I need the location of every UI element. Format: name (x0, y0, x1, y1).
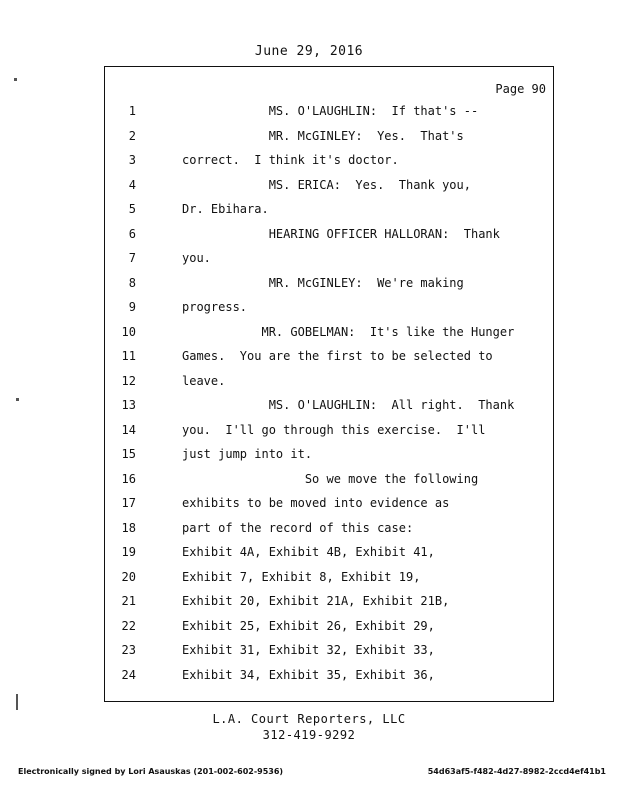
transcript-line (104, 126, 554, 146)
scan-speck (16, 398, 19, 401)
line-number: 19 (121, 545, 136, 559)
line-text: So we move the following (182, 471, 479, 486)
line-text: part of the record of this case: (182, 520, 414, 535)
line-number: 21 (121, 594, 136, 608)
transcript-line (104, 640, 554, 660)
transcript-line (104, 518, 554, 538)
court-reporter-name: L.A. Court Reporters, LLC (212, 712, 406, 726)
line-text: exhibits to be moved into evidence as (182, 496, 450, 510)
transcript-line (104, 224, 554, 244)
transcript-line (104, 371, 554, 391)
line-text: MS. O'LAUGHLIN: If that's -- (182, 104, 479, 118)
line-number: 15 (121, 447, 136, 461)
transcript-line (104, 469, 554, 489)
transcript-line (104, 591, 554, 611)
line-text: HEARING OFFICER HALLORAN: Thank (182, 226, 500, 241)
line-text: Exhibit 31, Exhibit 32, Exhibit 33, (182, 643, 435, 657)
transcript-line (104, 199, 554, 219)
line-text: Exhibit 25, Exhibit 26, Exhibit 29, (182, 618, 435, 633)
transcript-line (104, 248, 554, 268)
transcript-line (104, 493, 554, 513)
page-number: Page 90 (495, 82, 546, 96)
line-text: you. (182, 251, 211, 265)
transcript-line (104, 346, 554, 366)
line-text: just jump into it. (182, 447, 313, 461)
transcript-line (104, 542, 554, 562)
transcript-line (104, 101, 554, 121)
line-number: 4 (128, 177, 136, 192)
line-text: leave. (182, 373, 226, 388)
line-text: Exhibit 34, Exhibit 35, Exhibit 36, (182, 667, 435, 682)
line-number: 24 (121, 667, 136, 682)
line-number: 1 (128, 104, 136, 118)
transcript-line (104, 665, 554, 685)
transcript-line (104, 616, 554, 636)
transcript-line (104, 444, 554, 464)
line-text: Exhibit 20, Exhibit 21A, Exhibit 21B, (182, 594, 450, 608)
line-number: 6 (128, 226, 136, 241)
transcript-line (104, 420, 554, 440)
line-number: 20 (121, 569, 136, 584)
line-number: 10 (121, 324, 136, 339)
line-number: 16 (121, 471, 136, 486)
court-reporter-phone: 312-419-9292 (262, 728, 356, 742)
line-number: 3 (128, 153, 136, 167)
document-hash: 54d63af5-f482-4d27-8982-2ccd4ef41b1 (427, 767, 606, 776)
line-text: MS. ERICA: Yes. Thank you, (182, 177, 471, 192)
line-number: 22 (121, 618, 136, 633)
transcript-line (104, 150, 554, 170)
line-number: 13 (121, 398, 136, 412)
line-text: MR. GOBELMAN: It's like the Hunger (182, 324, 515, 339)
line-number: 2 (128, 128, 136, 143)
scan-speck (14, 78, 17, 81)
line-number: 17 (121, 496, 136, 510)
electronic-signature: Electronically signed by Lori Asauskas (201-002-602-9536) (18, 767, 284, 776)
line-text: MR. McGINLEY: We're making (182, 275, 464, 290)
line-text: progress. (182, 300, 248, 314)
line-number: 23 (121, 643, 136, 657)
line-text: MS. O'LAUGHLIN: All right. Thank (182, 398, 515, 412)
line-text: correct. I think it's doctor. (182, 153, 399, 167)
line-text: Dr. Ebihara. (182, 202, 269, 216)
line-text: Games. You are the first to be selected to (182, 349, 493, 363)
line-number: 5 (128, 202, 136, 216)
transcript-line (104, 273, 554, 293)
transcript-line (104, 175, 554, 195)
line-number: 7 (128, 251, 136, 265)
line-number: 14 (121, 422, 136, 437)
line-text: MR. McGINLEY: Yes. That's (182, 128, 464, 143)
line-number: 9 (128, 300, 136, 314)
line-text: Exhibit 7, Exhibit 8, Exhibit 19, (182, 569, 421, 584)
transcript-line (104, 297, 554, 317)
line-number: 12 (121, 373, 136, 388)
line-number: 18 (121, 520, 136, 535)
transcript-line (104, 322, 554, 342)
line-text: you. I'll go through this exercise. I'll (182, 422, 486, 437)
transcript-line (104, 395, 554, 415)
line-number: 11 (121, 349, 136, 363)
page-date: June 29, 2016 (254, 44, 364, 59)
line-text: Exhibit 4A, Exhibit 4B, Exhibit 41, (182, 545, 435, 559)
line-number: 8 (128, 275, 136, 290)
scan-speck (16, 694, 18, 710)
transcript-line (104, 567, 554, 587)
